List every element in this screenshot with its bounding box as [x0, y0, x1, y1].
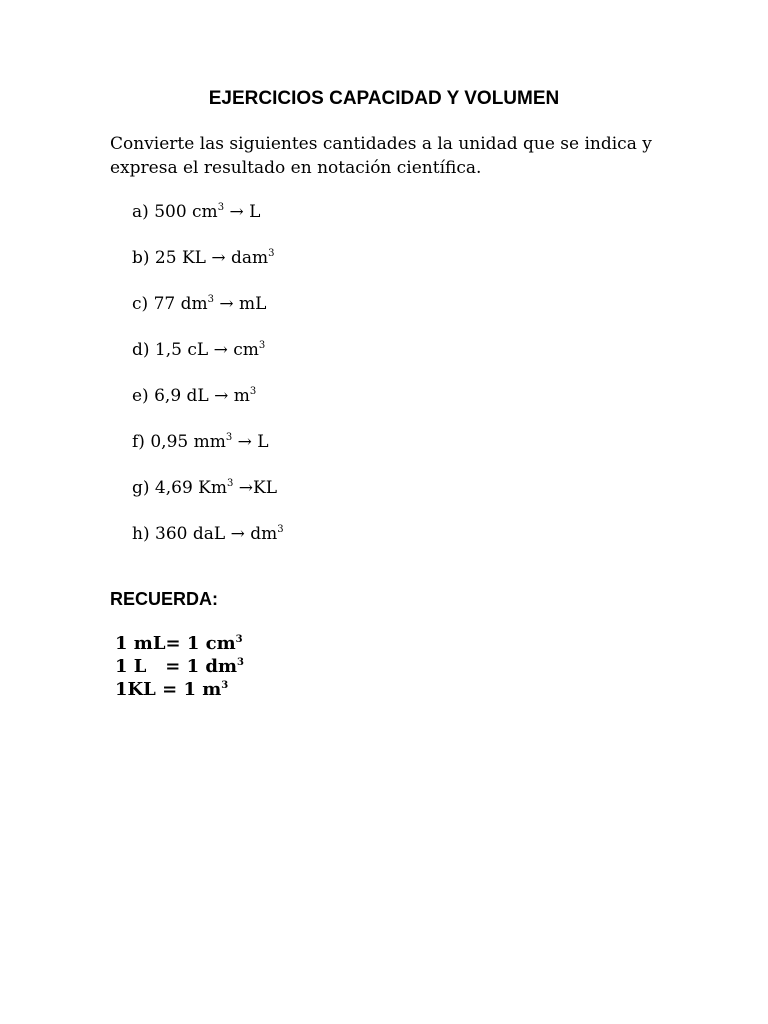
- equivalence-text: 1KL = 1 m: [115, 679, 222, 700]
- equivalence-item: [115, 678, 244, 701]
- exercise-letter: a): [132, 202, 149, 222]
- exercise-from: 4,69 Km: [154, 478, 227, 498]
- exercise-from: 77 dm: [153, 294, 208, 314]
- equivalence-text: 1 L = 1 dm: [115, 656, 238, 677]
- exercise-item: [132, 522, 284, 568]
- exercise-to: KL: [253, 478, 278, 498]
- exercise-letter: b): [132, 248, 150, 268]
- arrow: →: [205, 248, 232, 268]
- exercise-letter: h): [132, 524, 150, 544]
- equivalence-text: 1 mL= 1 cm: [115, 633, 236, 654]
- exercise-from: 6,9 dL: [154, 386, 209, 406]
- exercise-from-exponent: 3: [217, 202, 225, 213]
- equivalence-exponent: 3: [237, 657, 244, 668]
- exercise-to-exponent: 3: [249, 386, 257, 397]
- exercise-from-exponent: 3: [227, 478, 234, 489]
- exercise-from-exponent: 3: [225, 432, 233, 443]
- exercise-to: dam: [231, 248, 269, 268]
- exercise-to-exponent: 3: [258, 340, 266, 351]
- exercise-item: [132, 430, 284, 476]
- exercise-from: 1,5 cL: [154, 340, 209, 360]
- exercise-letter: g): [132, 478, 150, 498]
- exercise-item: [132, 200, 284, 246]
- exercise-item: [132, 338, 284, 384]
- exercise-to: L: [257, 432, 269, 452]
- instructions-line-2: expresa el resultado en notación científica.: [110, 158, 482, 178]
- exercise-item: [132, 246, 284, 292]
- instructions-line-1: Convierte las siguientes cantidades a la unidad que se indica y: [110, 134, 652, 154]
- exercise-from: 500 cm: [154, 202, 218, 222]
- exercise-letter: d): [132, 340, 150, 360]
- exercise-item: [132, 476, 284, 522]
- arrow: →: [225, 524, 251, 544]
- exercise-item: [132, 384, 284, 430]
- exercise-letter: c): [132, 294, 149, 314]
- exercise-from: 0,95 mm: [150, 432, 226, 452]
- equivalence-list: [115, 632, 244, 701]
- arrow: →: [208, 386, 234, 406]
- exercise-letter: e): [132, 386, 149, 406]
- exercise-to: dm: [250, 524, 278, 544]
- exercise-to: L: [249, 202, 261, 222]
- remember-heading: RECUERDA:: [110, 589, 218, 609]
- exercise-from: 360 daL: [155, 524, 226, 544]
- exercise-from: 25 KL: [154, 248, 206, 268]
- equivalence-item: [115, 655, 244, 678]
- instructions: [110, 132, 670, 180]
- arrow: →: [224, 202, 250, 222]
- exercise-to-exponent: 3: [268, 248, 275, 259]
- arrow: →: [208, 340, 234, 360]
- exercise-list: [132, 200, 284, 568]
- exercise-to: mL: [239, 294, 267, 314]
- arrow: →: [213, 294, 240, 314]
- page-title: EJERCICIOS CAPACIDAD Y VOLUMEN: [208, 88, 560, 109]
- exercise-to: cm: [233, 340, 259, 360]
- exercise-letter: f): [132, 432, 145, 452]
- arrow: →: [233, 478, 254, 498]
- exercise-to: m: [233, 386, 250, 406]
- equivalence-exponent: 3: [235, 634, 243, 645]
- equivalence-item: [115, 632, 244, 655]
- exercise-item: [132, 292, 284, 338]
- equivalence-exponent: 3: [221, 680, 229, 691]
- exercise-from-exponent: 3: [207, 294, 214, 305]
- exercise-to-exponent: 3: [277, 524, 284, 535]
- arrow: →: [232, 432, 258, 452]
